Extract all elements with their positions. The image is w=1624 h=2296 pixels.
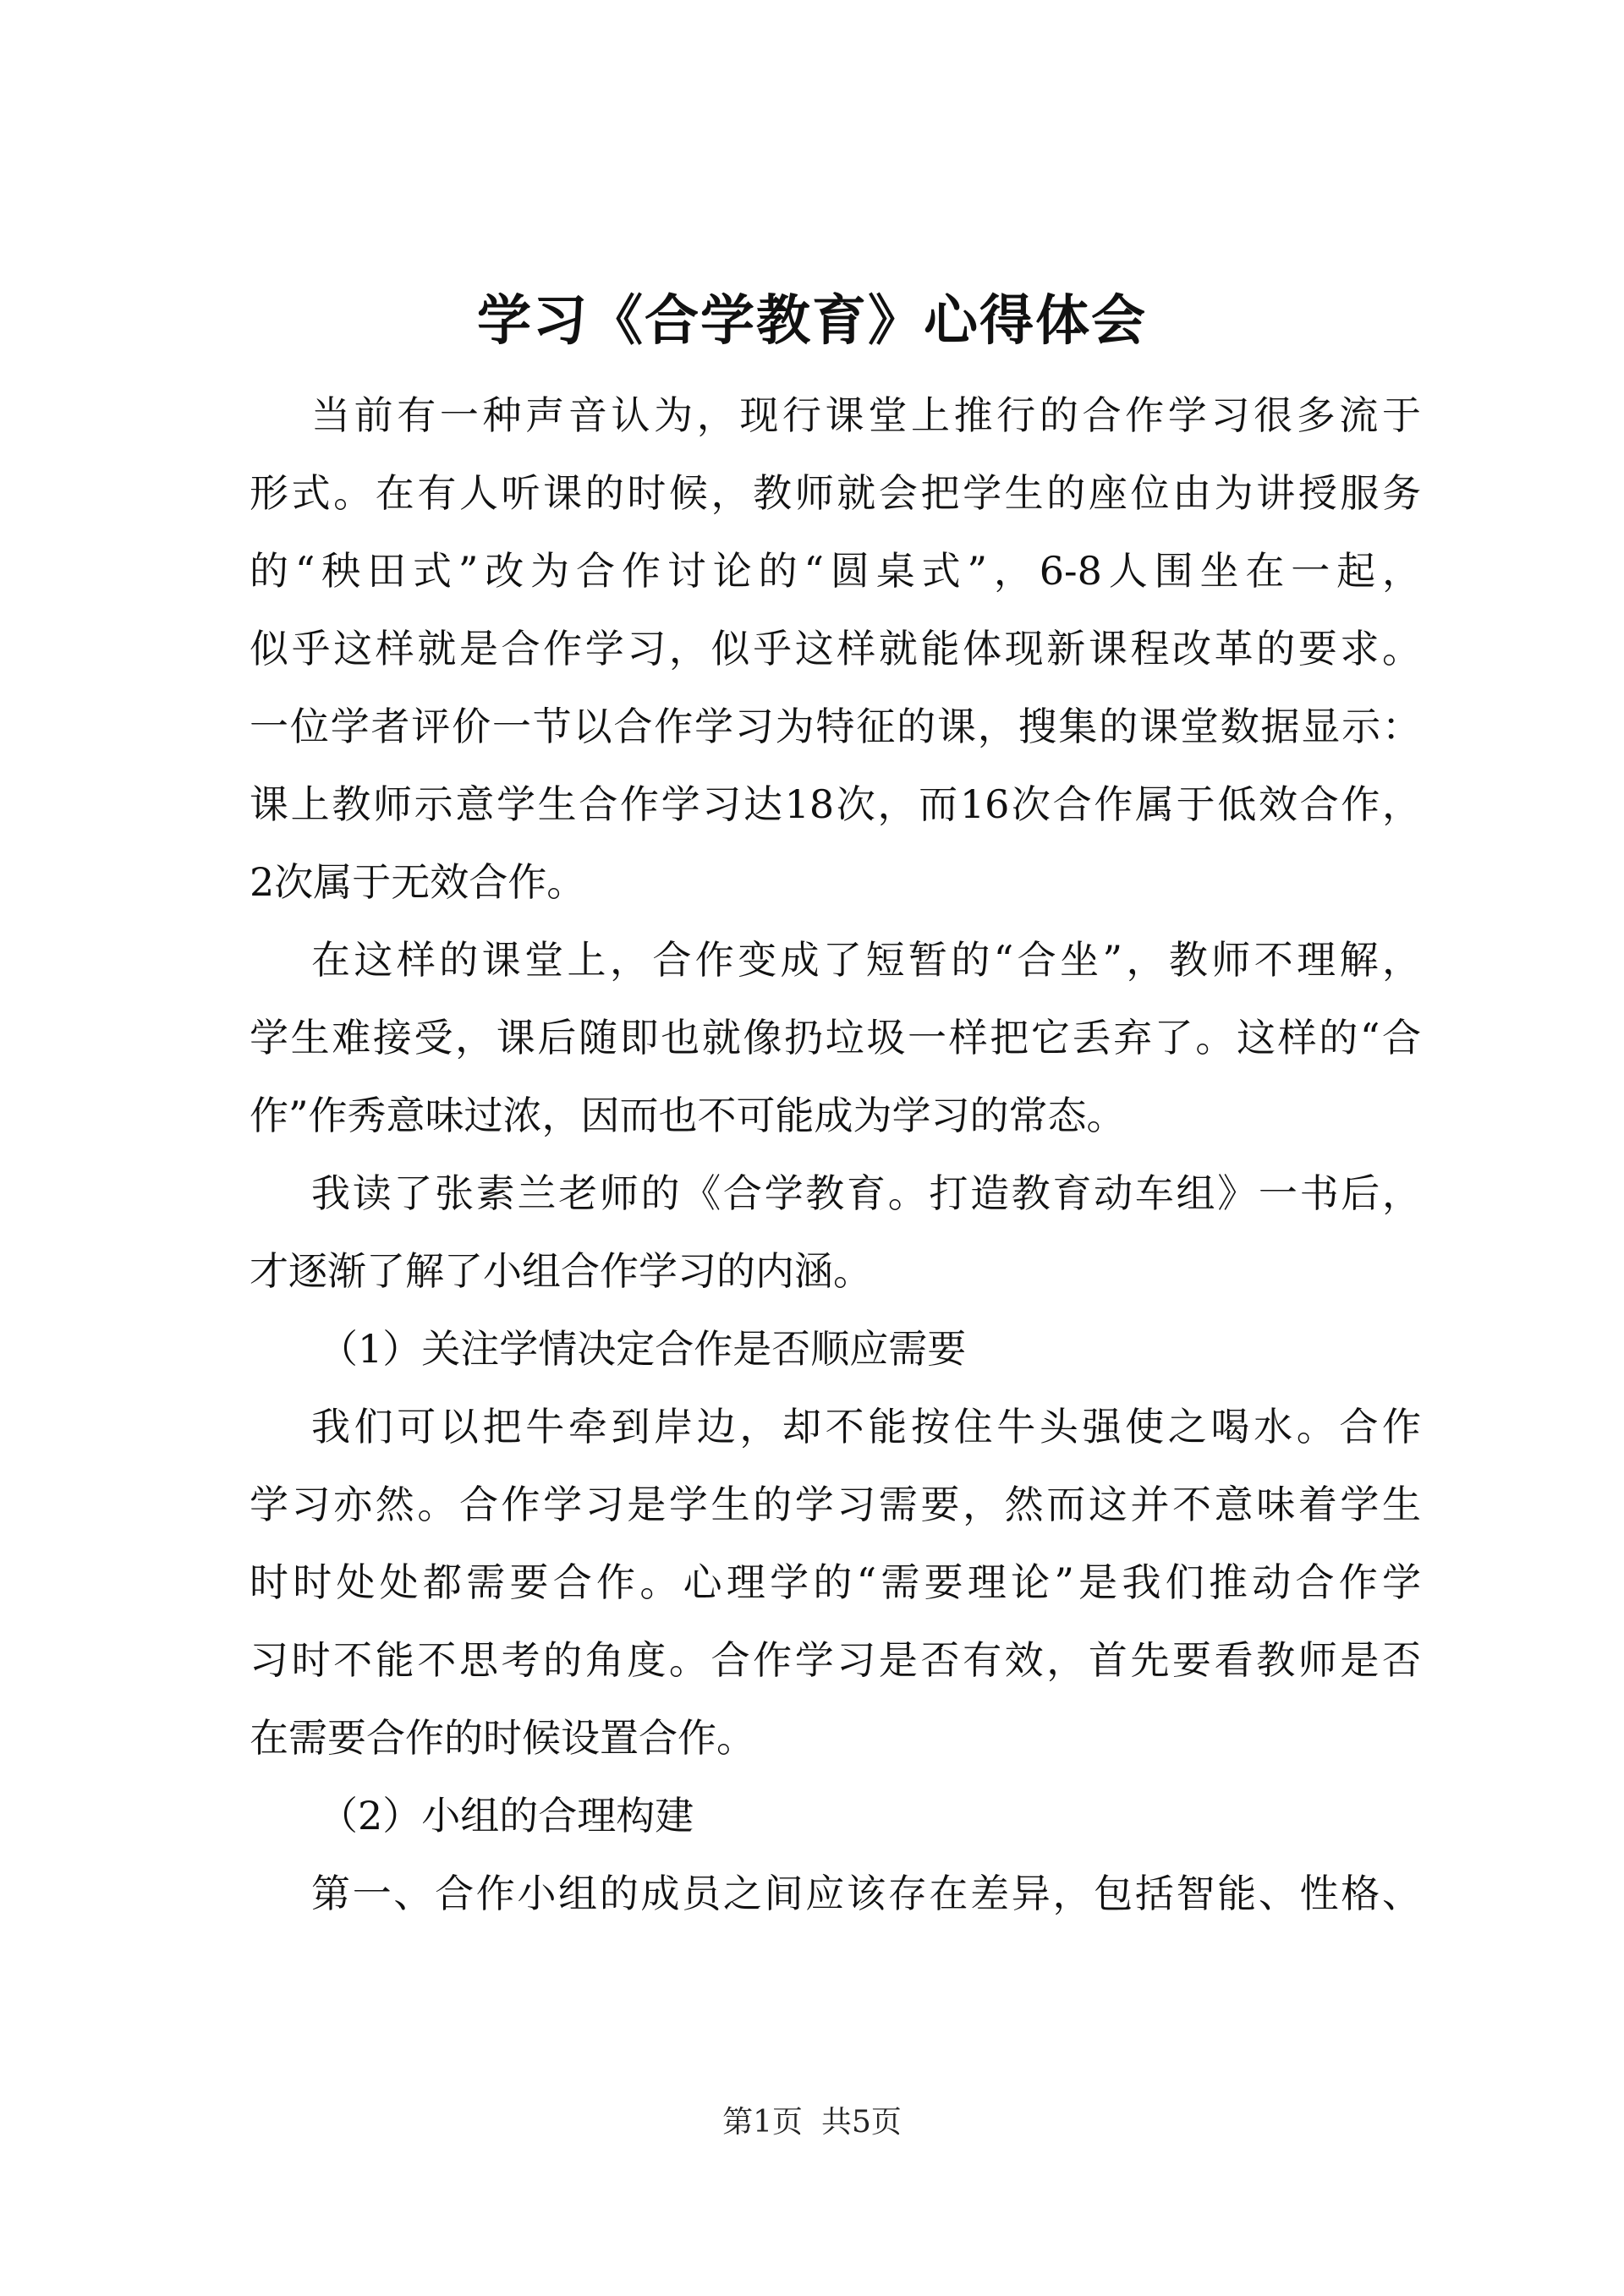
- document-body: [250, 376, 1421, 1932]
- page-number: 第1页: [722, 2105, 803, 2140]
- paragraph-line: 的“秧田式”改为合作讨论的“圆桌式”，6-8人围坐在一起，: [250, 548, 1421, 594]
- paragraph-line: 学习亦然。合作学习是学生的学习需要，然而这并不意味着学生: [250, 1482, 1421, 1527]
- section-heading: （1）关注学情决定合作是否顺应需要: [319, 1326, 967, 1372]
- paragraph-line: 习时不能不思考的角度。合作学习是否有效，首先要看教师是否: [250, 1637, 1421, 1683]
- paragraph-line: 形式。在有人听课的时候，教师就会把学生的座位由为讲授服务: [250, 470, 1421, 516]
- paragraph-line: 作”作秀意味过浓，因而也不可能成为学习的常态。: [250, 1093, 1126, 1138]
- paragraph-line: 在这样的课堂上，合作变成了短暂的“合坐”，教师不理解，: [311, 937, 1421, 983]
- paragraph-line: 在需要合作的时候设置合作。: [250, 1715, 755, 1761]
- page-total: 共5页: [821, 2105, 902, 2140]
- paragraph-line: 我们可以把牛牵到岸边，却不能按住牛头强使之喝水。合作: [311, 1404, 1421, 1449]
- section-heading: （2）小组的合理构建: [319, 1793, 694, 1838]
- paragraph-line: 似乎这样就是合作学习，似乎这样就能体现新课程改革的要求。: [250, 626, 1421, 671]
- paragraph-line: 课上教师示意学生合作学习达18次，而16次合作属于低效合作，: [250, 781, 1421, 827]
- paragraph-line: 第一、合作小组的成员之间应该存在差异，包括智能、性格、: [311, 1871, 1421, 1916]
- paragraph-line: 才逐渐了解了小组合作学习的内涵。: [250, 1248, 872, 1294]
- paragraph-line: 学生难接受，课后随即也就像扔垃圾一样把它丢弃了。这样的“合: [250, 1015, 1421, 1060]
- paragraph-line: 当前有一种声音认为，现行课堂上推行的合作学习很多流于: [311, 392, 1421, 438]
- document-title: 学习《合学教育》心得体会: [477, 289, 1147, 353]
- paragraph-line: 一位学者评价一节以合作学习为特征的课，搜集的课堂数据显示：: [250, 704, 1421, 749]
- paragraph-line: 我读了张素兰老师的《合学教育。打造教育动车组》一书后，: [311, 1170, 1421, 1216]
- paragraph-line: 时时处处都需要合作。心理学的“需要理论”是我们推动合作学: [250, 1559, 1421, 1605]
- page-footer: [0, 2101, 1624, 2144]
- paragraph-line: 2次属于无效合作。: [250, 859, 586, 905]
